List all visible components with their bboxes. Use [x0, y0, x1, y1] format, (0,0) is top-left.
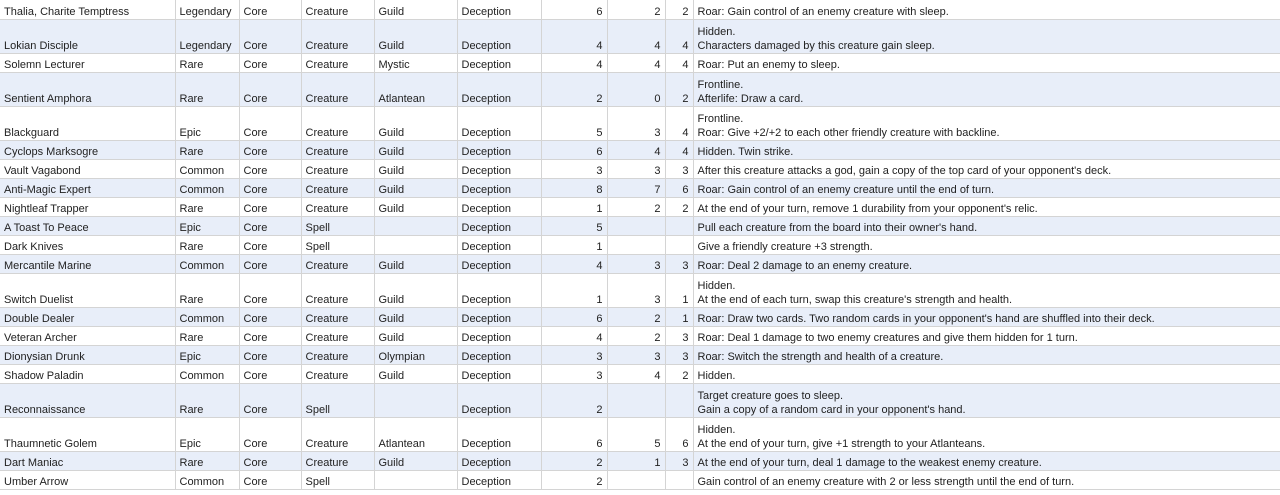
cell-strength[interactable]	[607, 235, 665, 254]
cell-tribe[interactable]: Guild	[374, 106, 457, 140]
cell-cost[interactable]: 5	[541, 106, 607, 140]
cell-health[interactable]	[665, 470, 693, 489]
cell-tribe[interactable]: Olympian	[374, 345, 457, 364]
cell-cost[interactable]: 8	[541, 178, 607, 197]
cell-type[interactable]: Creature	[301, 19, 374, 53]
cell-set[interactable]: Core	[239, 417, 301, 451]
cell-tribe[interactable]: Guild	[374, 0, 457, 19]
cell-strength[interactable]: 0	[607, 72, 665, 106]
cell-faction[interactable]: Deception	[457, 178, 541, 197]
cell-name[interactable]: Switch Duelist	[0, 273, 175, 307]
cell-faction[interactable]: Deception	[457, 470, 541, 489]
cell-rarity[interactable]: Rare	[175, 140, 239, 159]
cell-health[interactable]: 3	[665, 451, 693, 470]
table-row[interactable]	[0, 235, 1280, 254]
cell-tribe[interactable]: Atlantean	[374, 72, 457, 106]
cell-health[interactable]: 2	[665, 197, 693, 216]
cell-set[interactable]: Core	[239, 19, 301, 53]
table-row[interactable]	[0, 254, 1280, 273]
cell-card-text[interactable]: Target creature goes to sleep. Gain a copy of a random card in your opponent's hand.	[693, 383, 1280, 417]
cell-card-text[interactable]: Hidden.	[693, 364, 1280, 383]
cell-health[interactable]: 2	[665, 0, 693, 19]
cell-faction[interactable]: Deception	[457, 140, 541, 159]
cell-name[interactable]: Dark Knives	[0, 235, 175, 254]
cell-strength[interactable]: 2	[607, 0, 665, 19]
cell-cost[interactable]: 6	[541, 140, 607, 159]
cell-rarity[interactable]: Rare	[175, 197, 239, 216]
cell-rarity[interactable]: Common	[175, 364, 239, 383]
cell-rarity[interactable]: Rare	[175, 326, 239, 345]
cell-cost[interactable]: 4	[541, 53, 607, 72]
cell-strength[interactable]: 1	[607, 451, 665, 470]
cell-name[interactable]: Umber Arrow	[0, 470, 175, 489]
cell-cost[interactable]: 1	[541, 273, 607, 307]
cell-type[interactable]: Creature	[301, 197, 374, 216]
cell-tribe[interactable]: Guild	[374, 159, 457, 178]
cell-type[interactable]: Creature	[301, 254, 374, 273]
cell-tribe[interactable]	[374, 235, 457, 254]
table-row[interactable]	[0, 345, 1280, 364]
cell-tribe[interactable]: Mystic	[374, 53, 457, 72]
cell-set[interactable]: Core	[239, 254, 301, 273]
cell-faction[interactable]: Deception	[457, 235, 541, 254]
table-row[interactable]	[0, 470, 1280, 489]
cell-strength[interactable]: 3	[607, 345, 665, 364]
cell-card-text[interactable]: Roar: Put an enemy to sleep.	[693, 53, 1280, 72]
cell-strength[interactable]	[607, 383, 665, 417]
cell-card-text[interactable]: Hidden. Twin strike.	[693, 140, 1280, 159]
cell-name[interactable]: Shadow Paladin	[0, 364, 175, 383]
cell-health[interactable]: 3	[665, 254, 693, 273]
cell-set[interactable]: Core	[239, 307, 301, 326]
cell-faction[interactable]: Deception	[457, 326, 541, 345]
cell-name[interactable]: Solemn Lecturer	[0, 53, 175, 72]
table-row[interactable]	[0, 197, 1280, 216]
cell-cost[interactable]: 4	[541, 254, 607, 273]
cell-cost[interactable]: 1	[541, 235, 607, 254]
cell-cost[interactable]: 2	[541, 383, 607, 417]
cell-card-text[interactable]: Roar: Gain control of an enemy creature with sleep.	[693, 0, 1280, 19]
cell-set[interactable]: Core	[239, 273, 301, 307]
cell-faction[interactable]: Deception	[457, 72, 541, 106]
cell-cost[interactable]: 3	[541, 364, 607, 383]
cell-faction[interactable]: Deception	[457, 383, 541, 417]
cell-type[interactable]: Creature	[301, 345, 374, 364]
cell-rarity[interactable]: Rare	[175, 451, 239, 470]
cell-health[interactable]	[665, 383, 693, 417]
cell-tribe[interactable]: Guild	[374, 140, 457, 159]
cell-type[interactable]: Creature	[301, 417, 374, 451]
table-row[interactable]	[0, 53, 1280, 72]
cell-type[interactable]: Spell	[301, 216, 374, 235]
cell-tribe[interactable]: Atlantean	[374, 417, 457, 451]
cell-rarity[interactable]: Rare	[175, 383, 239, 417]
cell-cost[interactable]: 4	[541, 326, 607, 345]
cell-set[interactable]: Core	[239, 72, 301, 106]
cell-card-text[interactable]: Hidden. At the end of each turn, swap this creature's strength and health.	[693, 273, 1280, 307]
cell-rarity[interactable]: Rare	[175, 53, 239, 72]
cell-faction[interactable]: Deception	[457, 273, 541, 307]
cell-rarity[interactable]: Rare	[175, 235, 239, 254]
cell-faction[interactable]: Deception	[457, 417, 541, 451]
table-row[interactable]	[0, 364, 1280, 383]
cell-cost[interactable]: 1	[541, 197, 607, 216]
cell-name[interactable]: Veteran Archer	[0, 326, 175, 345]
cell-set[interactable]: Core	[239, 197, 301, 216]
cell-tribe[interactable]: Guild	[374, 364, 457, 383]
cell-type[interactable]: Creature	[301, 53, 374, 72]
cell-card-text[interactable]: Roar: Gain control of an enemy creature until the end of turn.	[693, 178, 1280, 197]
cell-name[interactable]: Blackguard	[0, 106, 175, 140]
cell-name[interactable]: Nightleaf Trapper	[0, 197, 175, 216]
cell-set[interactable]: Core	[239, 53, 301, 72]
cell-strength[interactable]	[607, 216, 665, 235]
cell-tribe[interactable]: Guild	[374, 451, 457, 470]
cell-cost[interactable]: 3	[541, 159, 607, 178]
cell-card-text[interactable]: At the end of your turn, deal 1 damage to the weakest enemy creature.	[693, 451, 1280, 470]
cell-faction[interactable]: Deception	[457, 216, 541, 235]
cell-name[interactable]: A Toast To Peace	[0, 216, 175, 235]
cell-health[interactable]: 4	[665, 53, 693, 72]
cell-cost[interactable]: 3	[541, 345, 607, 364]
cell-card-text[interactable]: Hidden. Characters damaged by this creature gain sleep.	[693, 19, 1280, 53]
cell-health[interactable]: 6	[665, 417, 693, 451]
cell-tribe[interactable]: Guild	[374, 254, 457, 273]
cell-health[interactable]: 3	[665, 326, 693, 345]
cell-tribe[interactable]	[374, 470, 457, 489]
cell-card-text[interactable]: Roar: Deal 2 damage to an enemy creature.	[693, 254, 1280, 273]
cell-name[interactable]: Dionysian Drunk	[0, 345, 175, 364]
cell-type[interactable]: Spell	[301, 235, 374, 254]
cell-health[interactable]: 4	[665, 106, 693, 140]
cell-health[interactable]: 6	[665, 178, 693, 197]
cell-set[interactable]: Core	[239, 383, 301, 417]
table-row[interactable]	[0, 326, 1280, 345]
cell-card-text[interactable]: Roar: Switch the strength and health of a creature.	[693, 345, 1280, 364]
cell-cost[interactable]: 2	[541, 470, 607, 489]
table-row[interactable]	[0, 417, 1280, 451]
cell-rarity[interactable]: Common	[175, 254, 239, 273]
table-row[interactable]	[0, 216, 1280, 235]
cell-set[interactable]: Core	[239, 0, 301, 19]
cell-faction[interactable]: Deception	[457, 364, 541, 383]
cell-cost[interactable]: 6	[541, 0, 607, 19]
cell-type[interactable]: Creature	[301, 326, 374, 345]
cell-card-text[interactable]: Hidden. At the end of your turn, give +1 strength to your Atlanteans.	[693, 417, 1280, 451]
cell-tribe[interactable]: Guild	[374, 326, 457, 345]
cell-name[interactable]: Thalia, Charite Temptress	[0, 0, 175, 19]
cell-tribe[interactable]: Guild	[374, 178, 457, 197]
cell-rarity[interactable]: Epic	[175, 216, 239, 235]
cell-type[interactable]: Creature	[301, 364, 374, 383]
cell-type[interactable]: Creature	[301, 140, 374, 159]
cell-card-text[interactable]: Frontline. Roar: Give +2/+2 to each other friendly creature with backline.	[693, 106, 1280, 140]
cell-rarity[interactable]: Epic	[175, 345, 239, 364]
cell-rarity[interactable]: Common	[175, 159, 239, 178]
cell-strength[interactable]: 3	[607, 159, 665, 178]
cell-rarity[interactable]: Common	[175, 307, 239, 326]
cell-faction[interactable]: Deception	[457, 53, 541, 72]
cell-strength[interactable]: 7	[607, 178, 665, 197]
cell-strength[interactable]: 4	[607, 364, 665, 383]
cell-card-text[interactable]: Gain control of an enemy creature with 2 or less strength until the end of turn.	[693, 470, 1280, 489]
cell-tribe[interactable]: Guild	[374, 197, 457, 216]
cell-set[interactable]: Core	[239, 470, 301, 489]
table-row[interactable]	[0, 0, 1280, 19]
cell-health[interactable]: 3	[665, 159, 693, 178]
cell-health[interactable]: 3	[665, 345, 693, 364]
cell-type[interactable]: Creature	[301, 72, 374, 106]
cell-name[interactable]: Double Dealer	[0, 307, 175, 326]
cell-card-text[interactable]: Pull each creature from the board into their owner's hand.	[693, 216, 1280, 235]
cell-cost[interactable]: 4	[541, 19, 607, 53]
cell-set[interactable]: Core	[239, 235, 301, 254]
cell-tribe[interactable]: Guild	[374, 307, 457, 326]
cell-cost[interactable]: 6	[541, 417, 607, 451]
cell-name[interactable]: Thaumnetic Golem	[0, 417, 175, 451]
cell-faction[interactable]: Deception	[457, 159, 541, 178]
cell-rarity[interactable]: Epic	[175, 417, 239, 451]
cell-set[interactable]: Core	[239, 178, 301, 197]
cell-type[interactable]: Creature	[301, 451, 374, 470]
cell-name[interactable]: Sentient Amphora	[0, 72, 175, 106]
cell-cost[interactable]: 2	[541, 451, 607, 470]
cell-name[interactable]: Mercantile Marine	[0, 254, 175, 273]
cell-set[interactable]: Core	[239, 216, 301, 235]
cell-set[interactable]: Core	[239, 106, 301, 140]
table-row[interactable]	[0, 451, 1280, 470]
cell-rarity[interactable]: Legendary	[175, 19, 239, 53]
cell-cost[interactable]: 2	[541, 72, 607, 106]
cell-name[interactable]: Anti-Magic Expert	[0, 178, 175, 197]
cell-set[interactable]: Core	[239, 326, 301, 345]
table-row[interactable]	[0, 19, 1280, 53]
cell-card-text[interactable]: After this creature attacks a god, gain a copy of the top card of your opponent's deck.	[693, 159, 1280, 178]
cell-faction[interactable]: Deception	[457, 254, 541, 273]
table-row[interactable]	[0, 72, 1280, 106]
cell-type[interactable]: Spell	[301, 470, 374, 489]
cell-rarity[interactable]: Legendary	[175, 0, 239, 19]
cell-health[interactable]	[665, 235, 693, 254]
cell-set[interactable]: Core	[239, 451, 301, 470]
cell-faction[interactable]: Deception	[457, 451, 541, 470]
cell-rarity[interactable]: Epic	[175, 106, 239, 140]
cell-tribe[interactable]	[374, 383, 457, 417]
table-row[interactable]	[0, 178, 1280, 197]
cell-strength[interactable]: 4	[607, 19, 665, 53]
cell-health[interactable]: 2	[665, 72, 693, 106]
cell-strength[interactable]: 2	[607, 307, 665, 326]
cell-faction[interactable]: Deception	[457, 106, 541, 140]
cell-set[interactable]: Core	[239, 140, 301, 159]
cell-faction[interactable]: Deception	[457, 0, 541, 19]
cell-health[interactable]: 2	[665, 364, 693, 383]
cell-strength[interactable]: 5	[607, 417, 665, 451]
cell-type[interactable]: Spell	[301, 383, 374, 417]
cell-set[interactable]: Core	[239, 345, 301, 364]
cell-faction[interactable]: Deception	[457, 19, 541, 53]
cell-type[interactable]: Creature	[301, 178, 374, 197]
cell-rarity[interactable]: Common	[175, 470, 239, 489]
cell-type[interactable]: Creature	[301, 106, 374, 140]
cell-rarity[interactable]: Rare	[175, 72, 239, 106]
cell-card-text[interactable]: Frontline. Afterlife: Draw a card.	[693, 72, 1280, 106]
cell-health[interactable]: 1	[665, 307, 693, 326]
cell-cost[interactable]: 5	[541, 216, 607, 235]
table-row[interactable]	[0, 140, 1280, 159]
table-row[interactable]	[0, 106, 1280, 140]
cell-faction[interactable]: Deception	[457, 345, 541, 364]
cell-name[interactable]: Vault Vagabond	[0, 159, 175, 178]
cell-rarity[interactable]: Common	[175, 178, 239, 197]
cell-faction[interactable]: Deception	[457, 307, 541, 326]
cell-health[interactable]: 4	[665, 140, 693, 159]
cell-health[interactable]	[665, 216, 693, 235]
cell-tribe[interactable]	[374, 216, 457, 235]
table-row[interactable]	[0, 159, 1280, 178]
cell-strength[interactable]: 2	[607, 326, 665, 345]
cell-type[interactable]: Creature	[301, 307, 374, 326]
cell-strength[interactable]	[607, 470, 665, 489]
cell-set[interactable]: Core	[239, 159, 301, 178]
cell-card-text[interactable]: Roar: Deal 1 damage to two enemy creatures and give them hidden for 1 turn.	[693, 326, 1280, 345]
cell-type[interactable]: Creature	[301, 0, 374, 19]
cell-set[interactable]: Core	[239, 364, 301, 383]
cell-faction[interactable]: Deception	[457, 197, 541, 216]
cell-rarity[interactable]: Rare	[175, 273, 239, 307]
cell-type[interactable]: Creature	[301, 159, 374, 178]
cell-health[interactable]: 1	[665, 273, 693, 307]
table-row[interactable]	[0, 383, 1280, 417]
cell-card-text[interactable]: At the end of your turn, remove 1 durability from your opponent's relic.	[693, 197, 1280, 216]
cell-strength[interactable]: 3	[607, 106, 665, 140]
cell-strength[interactable]: 4	[607, 140, 665, 159]
cell-type[interactable]: Creature	[301, 273, 374, 307]
cell-name[interactable]: Reconnaissance	[0, 383, 175, 417]
cell-name[interactable]: Lokian Disciple	[0, 19, 175, 53]
cell-strength[interactable]: 2	[607, 197, 665, 216]
cell-strength[interactable]: 4	[607, 53, 665, 72]
cell-card-text[interactable]: Give a friendly creature +3 strength.	[693, 235, 1280, 254]
cell-strength[interactable]: 3	[607, 273, 665, 307]
cell-name[interactable]: Dart Maniac	[0, 451, 175, 470]
cell-strength[interactable]: 3	[607, 254, 665, 273]
table-row[interactable]	[0, 273, 1280, 307]
cell-health[interactable]: 4	[665, 19, 693, 53]
cell-name[interactable]: Cyclops Marksogre	[0, 140, 175, 159]
table-row[interactable]	[0, 307, 1280, 326]
cell-card-text[interactable]: Roar: Draw two cards. Two random cards in your opponent's hand are shuffled into their deck.	[693, 307, 1280, 326]
cell-cost[interactable]: 6	[541, 307, 607, 326]
cell-tribe[interactable]: Guild	[374, 273, 457, 307]
cell-tribe[interactable]: Guild	[374, 19, 457, 53]
